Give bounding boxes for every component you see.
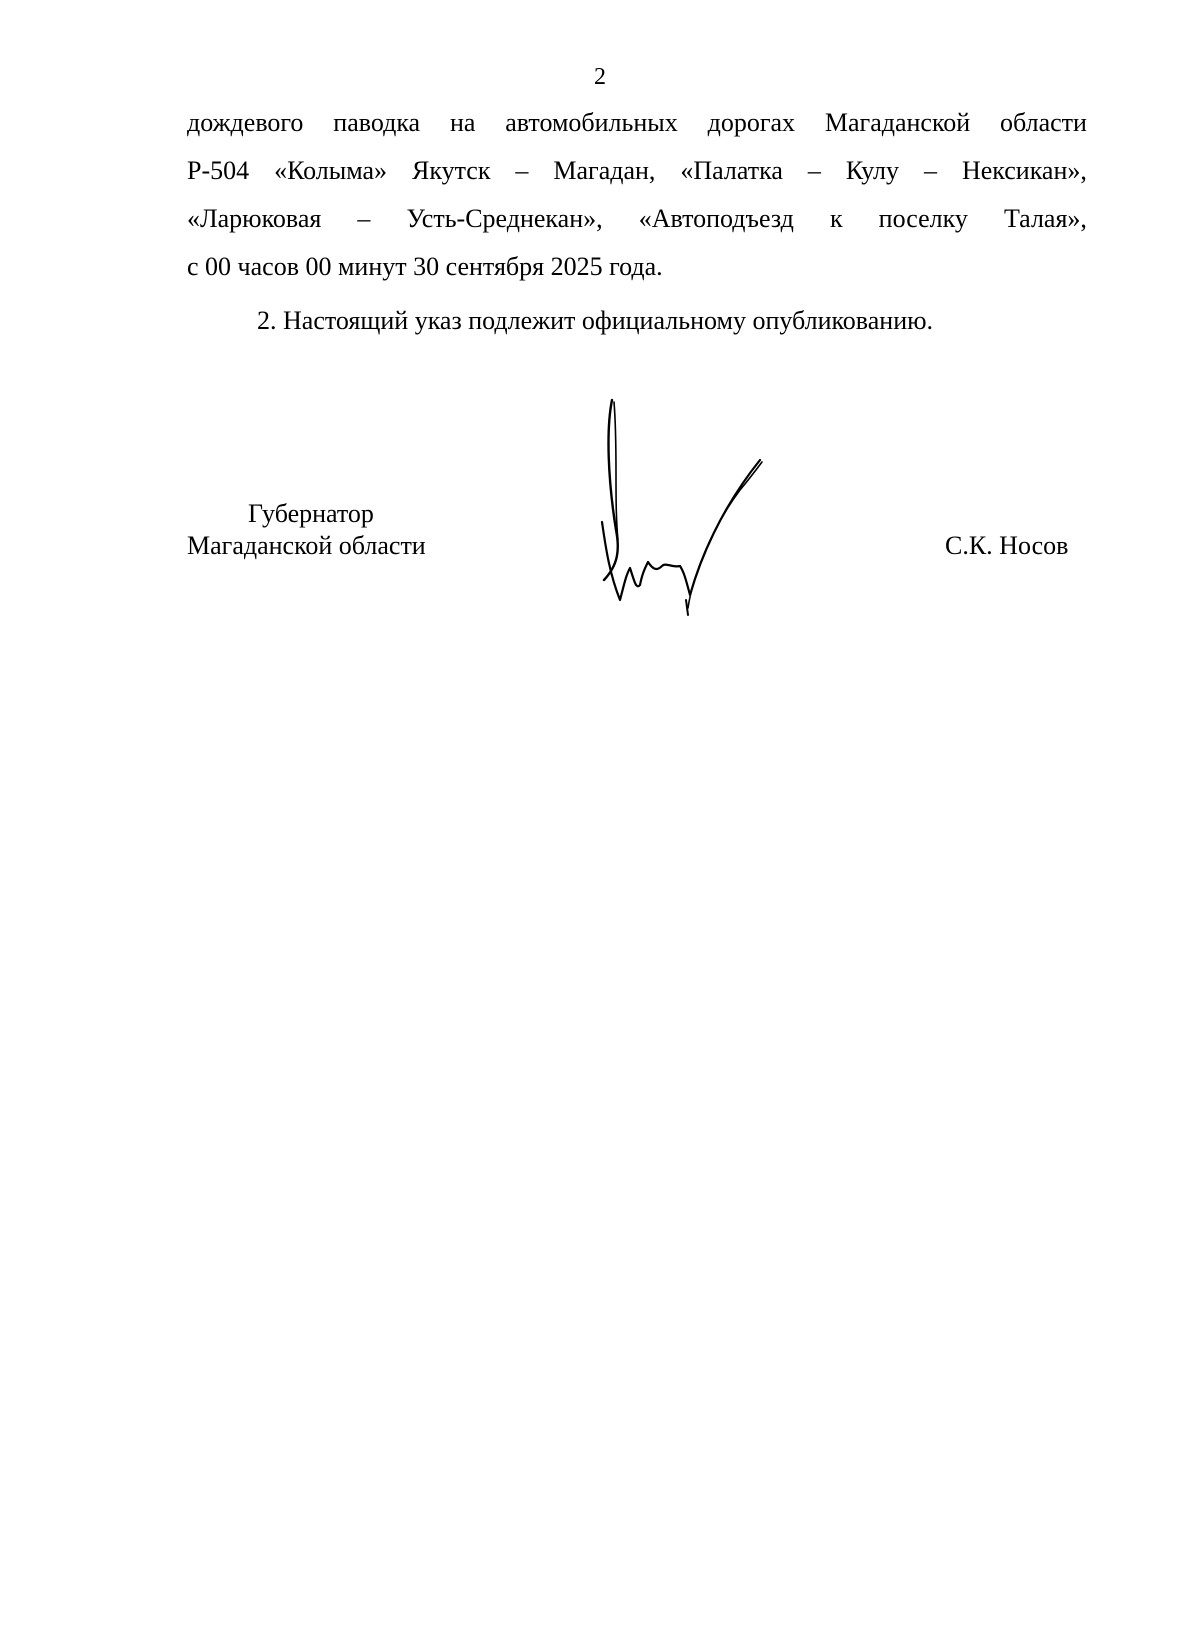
word: – bbox=[515, 156, 529, 185]
word: к bbox=[829, 204, 843, 233]
word: автомобильных bbox=[505, 108, 678, 137]
word: «Палатка bbox=[680, 156, 783, 185]
word: – bbox=[923, 156, 937, 185]
word: паводка bbox=[333, 108, 421, 137]
word: области bbox=[1000, 108, 1087, 137]
word: на bbox=[449, 108, 476, 137]
word: Нексикан», bbox=[961, 156, 1087, 185]
word: – bbox=[357, 204, 371, 233]
word: Магаданской bbox=[824, 108, 971, 137]
word: дождевого bbox=[187, 108, 304, 137]
word: поселку bbox=[878, 204, 968, 233]
signatory-position-line-2: Магаданской области bbox=[187, 531, 426, 560]
signatory-position-line-1: Губернатор bbox=[248, 499, 374, 528]
word: Р-504 bbox=[187, 156, 250, 185]
word: – bbox=[807, 156, 821, 185]
signatory-name: С.К. Носов bbox=[945, 531, 1069, 560]
word: «Колыма» bbox=[274, 156, 388, 185]
word: Талая», bbox=[1003, 204, 1087, 233]
paragraph2: 2. Настоящий указ подлежит официальному опубликованию. bbox=[257, 306, 934, 335]
word: Якутск bbox=[412, 156, 491, 185]
paragraph1-line-4: с 00 часов 00 минут 30 сентября 2025 года. bbox=[187, 252, 663, 281]
word: Магадан, bbox=[553, 156, 656, 185]
handwritten-signature bbox=[600, 390, 820, 630]
word: дорогах bbox=[707, 108, 796, 137]
word: «Автоподъезд bbox=[638, 204, 794, 233]
word: Кулу bbox=[845, 156, 900, 185]
page-number: 2 bbox=[594, 64, 606, 90]
word: Усть-Среднекан», bbox=[406, 204, 603, 233]
word: «Ларюковая bbox=[187, 204, 322, 233]
